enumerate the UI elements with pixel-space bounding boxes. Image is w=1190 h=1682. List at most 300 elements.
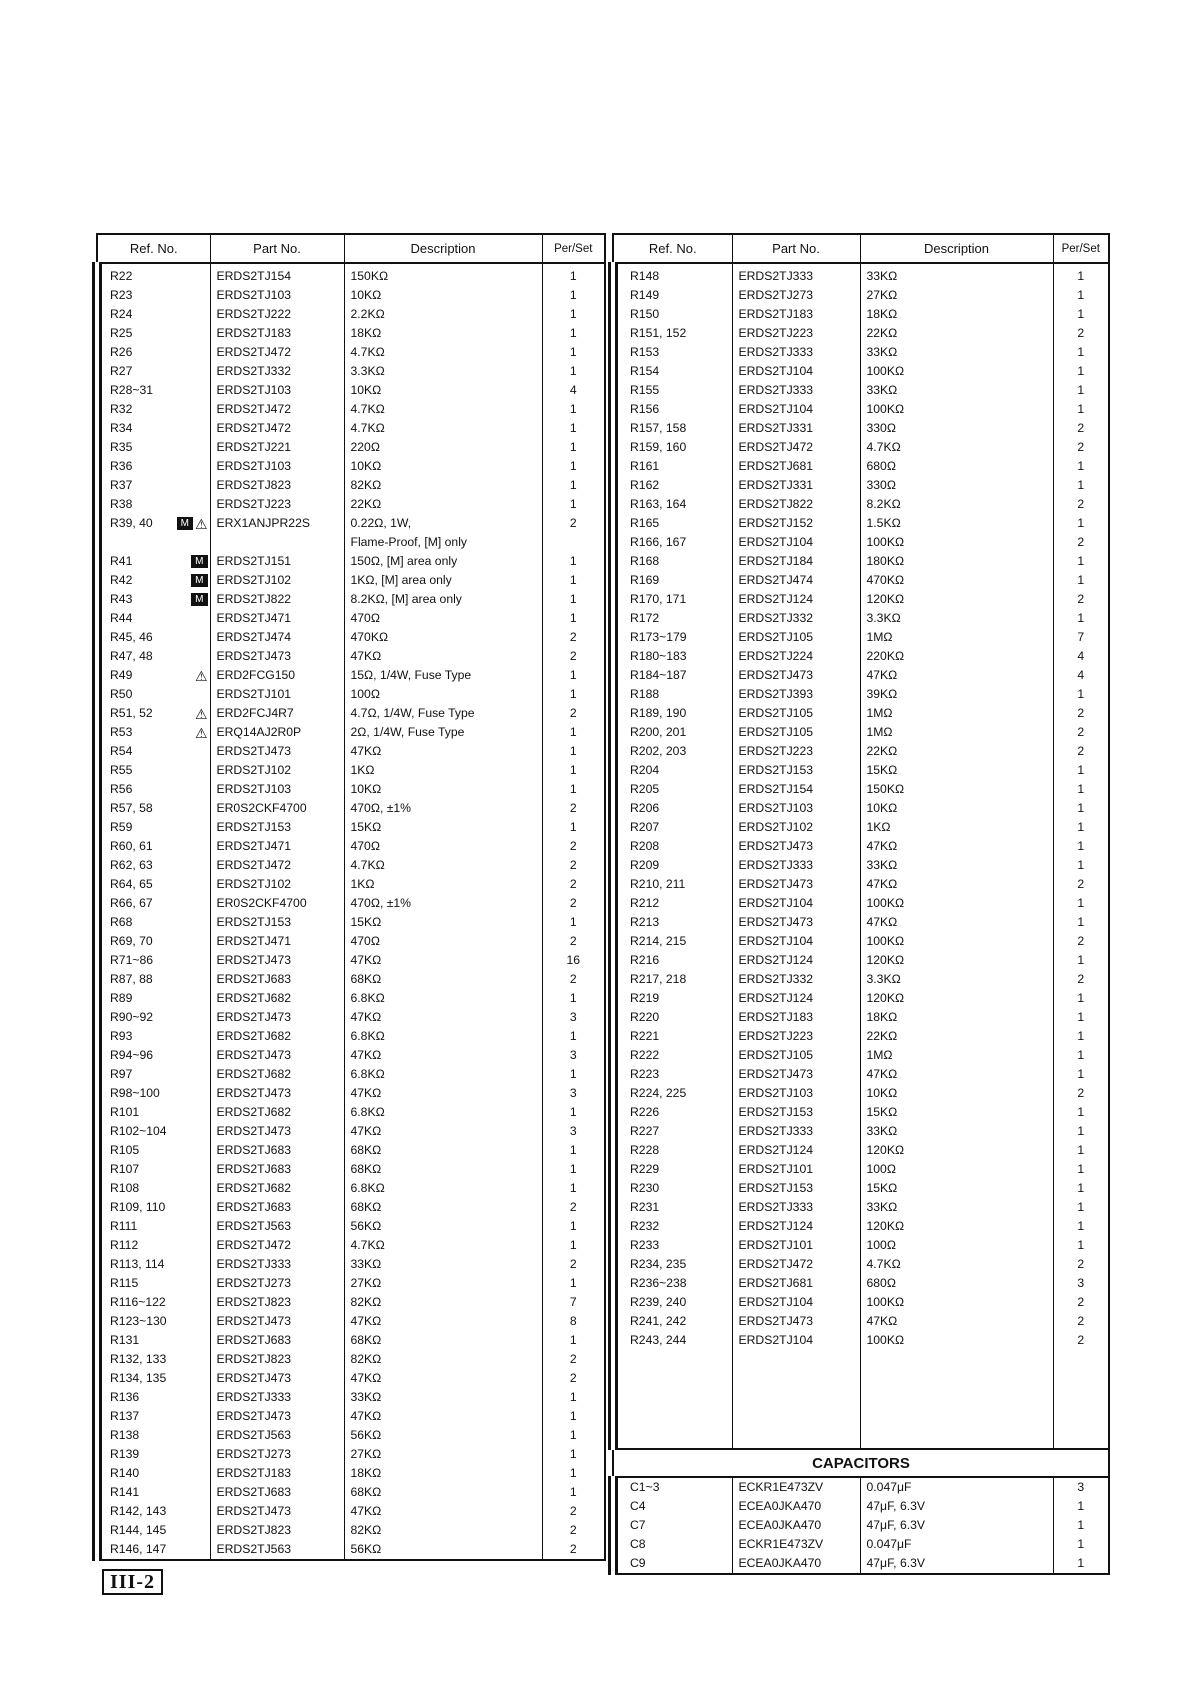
per-set: 4: [542, 381, 605, 400]
ref-no: R221: [630, 1029, 660, 1043]
ref-cell: [613, 647, 732, 666]
part-no: ERDS2TJ683: [210, 1331, 344, 1350]
table-row: [613, 1046, 1109, 1065]
part-no: ERDS2TJ473: [732, 837, 860, 856]
ref-cell: [97, 1103, 210, 1122]
left-header-row: [97, 234, 605, 263]
description: 15KΩ: [860, 1179, 1053, 1198]
per-set: 1: [542, 609, 605, 628]
ref-no: R141: [110, 1485, 140, 1499]
ref-cell: [97, 856, 210, 875]
ref-cell: [97, 761, 210, 780]
per-set: 1: [1053, 1065, 1109, 1084]
table-row: [613, 533, 1109, 552]
table-row: [613, 856, 1109, 875]
table-row: [97, 856, 605, 875]
table-row: [613, 1122, 1109, 1141]
description: 22KΩ: [860, 1027, 1053, 1046]
per-set: 1: [1053, 1141, 1109, 1160]
ref-cell: [613, 704, 732, 723]
description: 56KΩ: [344, 1426, 542, 1445]
table-row: [97, 628, 605, 647]
part-no: ERQ14AJ2R0P: [210, 723, 344, 742]
part-no: ERDS2TJ105: [732, 704, 860, 723]
per-set: 1: [542, 263, 605, 286]
ref-markers: [193, 723, 208, 742]
table-row: [97, 761, 605, 780]
per-set: 1: [542, 1065, 605, 1084]
part-no: ERDS2TJ223: [732, 742, 860, 761]
description: 27KΩ: [344, 1445, 542, 1464]
ref-no: R219: [630, 991, 660, 1005]
ref-no: R217, 218: [630, 972, 687, 986]
ref-no: R111: [110, 1219, 138, 1233]
per-set: 1: [1053, 1516, 1109, 1535]
table-row: [97, 343, 605, 362]
part-no: ERDS2TJ471: [210, 932, 344, 951]
table-row: [613, 1312, 1109, 1331]
description: 10KΩ: [860, 799, 1053, 818]
table-row: [97, 780, 605, 799]
table-row: [613, 1141, 1109, 1160]
ref-no: R227: [630, 1124, 660, 1138]
table-row: [97, 970, 605, 989]
ref-no: R132, 133: [110, 1352, 167, 1366]
ref-cell: [613, 571, 732, 590]
description: 6.8KΩ: [344, 1027, 542, 1046]
description: 22KΩ: [860, 324, 1053, 343]
table-row: [613, 1198, 1109, 1217]
empty-cell: [732, 1350, 860, 1449]
description: 0.22Ω, 1W,: [344, 514, 542, 533]
ref-cell: [97, 989, 210, 1008]
part-no: ER0S2CKF4700: [210, 894, 344, 913]
per-set: 1: [542, 1483, 605, 1502]
per-set: 8: [542, 1312, 605, 1331]
header-part-no: Part No.: [732, 234, 860, 263]
per-set: 1: [1053, 1008, 1109, 1027]
table-row: [97, 818, 605, 837]
ref-cell: [613, 875, 732, 894]
per-set: 1: [1053, 913, 1109, 932]
per-set: 2: [1053, 324, 1109, 343]
per-set: 1: [1053, 1103, 1109, 1122]
safety-warning-icon: ⚠: [194, 667, 208, 684]
ref-no: R236~238: [630, 1276, 687, 1290]
ref-cell: [97, 1445, 210, 1464]
part-no: ERDS2TJ331: [732, 476, 860, 495]
ref-no: R47, 48: [110, 649, 153, 663]
ref-no: R170, 171: [630, 592, 687, 606]
capacitor-row: [613, 1516, 1109, 1535]
per-set: 1: [542, 571, 605, 590]
m-area-badge: M: [191, 574, 207, 587]
ref-no: R223: [630, 1067, 660, 1081]
description: 470KΩ: [344, 628, 542, 647]
description: 68KΩ: [344, 1141, 542, 1160]
ref-no: R159, 160: [630, 440, 687, 454]
per-set: 2: [542, 1521, 605, 1540]
description: 15KΩ: [344, 913, 542, 932]
right-header-row: [613, 234, 1109, 263]
description: 47KΩ: [344, 1046, 542, 1065]
ref-no: R228: [630, 1143, 660, 1157]
description: 10KΩ: [860, 1084, 1053, 1103]
ref-cell: [613, 533, 732, 552]
ref-cell: [97, 400, 210, 419]
ref-no: R123~130: [110, 1314, 167, 1328]
per-set: 2: [1053, 932, 1109, 951]
description: 470Ω, ±1%: [344, 894, 542, 913]
description: 27KΩ: [344, 1274, 542, 1293]
description: 4.7KΩ: [860, 1255, 1053, 1274]
description: 10KΩ: [344, 286, 542, 305]
description: 47μF, 6.3V: [860, 1516, 1053, 1535]
table-row: [97, 1122, 605, 1141]
ref-no: R23: [110, 288, 133, 302]
part-no: ERDS2TJ223: [732, 324, 860, 343]
table-row: [613, 761, 1109, 780]
table-row: [613, 457, 1109, 476]
table-row: [97, 704, 605, 723]
part-no: ERDS2TJ152: [732, 514, 860, 533]
description: 4.7KΩ: [344, 856, 542, 875]
ref-no: R98~100: [110, 1086, 160, 1100]
ref-no: R37: [110, 478, 133, 492]
ref-cell: [613, 495, 732, 514]
ref-cell: [613, 970, 732, 989]
table-row: [613, 438, 1109, 457]
ref-cell: [613, 381, 732, 400]
per-set: 2: [542, 1369, 605, 1388]
description: 47KΩ: [344, 1122, 542, 1141]
description: 82KΩ: [344, 1521, 542, 1540]
ref-markers: [188, 552, 207, 571]
ref-markers: [174, 514, 208, 533]
per-set: 1: [542, 761, 605, 780]
description: 18KΩ: [344, 1464, 542, 1483]
part-no: ERDS2TJ154: [732, 780, 860, 799]
per-set: 1: [1053, 1179, 1109, 1198]
per-set: 1: [542, 1027, 605, 1046]
table-row: [613, 780, 1109, 799]
part-no: ERDS2TJ184: [732, 552, 860, 571]
ref-no: R144, 145: [110, 1523, 167, 1537]
description: 33KΩ: [860, 1198, 1053, 1217]
ref-cell: [613, 1516, 732, 1535]
description: 47KΩ: [344, 1502, 542, 1521]
table-row: [97, 742, 605, 761]
ref-cell: [613, 913, 732, 932]
left-table-body: [97, 263, 605, 1560]
per-set: 1: [1053, 362, 1109, 381]
per-set: 3: [542, 1084, 605, 1103]
part-no: ERDS2TJ473: [210, 647, 344, 666]
table-row: [613, 951, 1109, 970]
ref-cell: [613, 799, 732, 818]
per-set: 1: [542, 685, 605, 704]
table-row: [97, 1008, 605, 1027]
description: 27KΩ: [860, 286, 1053, 305]
table-row: [97, 913, 605, 932]
page-number: III-2: [102, 1569, 163, 1595]
ref-cell: [97, 1160, 210, 1179]
per-set: 3: [542, 1008, 605, 1027]
ref-no: R229: [630, 1162, 660, 1176]
per-set: 4: [1053, 647, 1109, 666]
table-row: [613, 1084, 1109, 1103]
ref-no: R107: [110, 1162, 140, 1176]
description: 3.3KΩ: [860, 609, 1053, 628]
description: 10KΩ: [344, 780, 542, 799]
description: 47KΩ: [860, 1312, 1053, 1331]
description: 33KΩ: [860, 343, 1053, 362]
table-row: [97, 609, 605, 628]
per-set: 2: [542, 894, 605, 913]
part-no: ERDS2TJ222: [210, 305, 344, 324]
part-no: ERDS2TJ331: [732, 419, 860, 438]
description: 220KΩ: [860, 647, 1053, 666]
description: 15KΩ: [860, 761, 1053, 780]
part-no: ERDS2TJ473: [210, 1084, 344, 1103]
ref-no: R138: [110, 1428, 140, 1442]
per-set: 1: [542, 1141, 605, 1160]
table-row: [613, 989, 1109, 1008]
table-row: [613, 1331, 1109, 1350]
per-set: 1: [542, 1445, 605, 1464]
ref-no: C7: [630, 1518, 646, 1532]
ref-cell: [97, 1369, 210, 1388]
per-set: 1: [542, 1464, 605, 1483]
per-set: 1: [1053, 609, 1109, 628]
part-no: ERDS2TJ104: [732, 533, 860, 552]
section-title: CAPACITORS: [613, 1449, 1109, 1477]
ref-no: R113, 114: [110, 1257, 165, 1271]
ref-no: R208: [630, 839, 660, 853]
part-no: ERDS2TJ683: [210, 1160, 344, 1179]
empty-cell: [613, 1350, 732, 1449]
description: 68KΩ: [344, 1160, 542, 1179]
table-row: [613, 628, 1109, 647]
table-row: [97, 1217, 605, 1236]
description: 18KΩ: [860, 1008, 1053, 1027]
description: 4.7KΩ: [344, 1236, 542, 1255]
part-no: ERDS2TJ104: [732, 1293, 860, 1312]
ref-no: R39, 40: [110, 516, 153, 530]
table-row: [613, 263, 1109, 286]
per-set: 2: [1053, 704, 1109, 723]
ref-cell: [97, 1464, 210, 1483]
filler-row: [613, 1350, 1109, 1449]
description: 2Ω, 1/4W, Fuse Type: [344, 723, 542, 742]
table-row: [613, 799, 1109, 818]
description: 120KΩ: [860, 989, 1053, 1008]
description: 100KΩ: [860, 533, 1053, 552]
part-no: ERDS2TJ473: [732, 666, 860, 685]
ref-no: R134, 135: [110, 1371, 167, 1385]
part-no: ERDS2TJ273: [210, 1274, 344, 1293]
table-row: [97, 1084, 605, 1103]
description: 33KΩ: [344, 1255, 542, 1274]
description: 470Ω, ±1%: [344, 799, 542, 818]
table-row: [97, 457, 605, 476]
part-no: ERDS2TJ153: [210, 913, 344, 932]
description: 0.047μF: [860, 1477, 1053, 1497]
part-no: ERDS2TJ393: [732, 685, 860, 704]
ref-cell: [613, 723, 732, 742]
ref-cell: [97, 1312, 210, 1331]
part-no: ERDS2TJ683: [210, 1198, 344, 1217]
per-set: 2: [1053, 742, 1109, 761]
table-row: [97, 989, 605, 1008]
part-no: ERDS2TJ273: [210, 1445, 344, 1464]
ref-cell: [613, 837, 732, 856]
ref-no: R87, 88: [110, 972, 153, 986]
ref-cell: [613, 1198, 732, 1217]
empty-cell: [1053, 1350, 1109, 1449]
table-row: [613, 875, 1109, 894]
part-no: ERDS2TJ472: [732, 1255, 860, 1274]
ref-no: C1~3: [630, 1480, 660, 1494]
description: 100KΩ: [860, 1331, 1053, 1350]
part-no: [210, 533, 344, 552]
per-set: 2: [542, 1502, 605, 1521]
part-no: ERDS2TJ103: [210, 780, 344, 799]
part-no: ERDS2TJ472: [210, 856, 344, 875]
per-set: 1: [542, 362, 605, 381]
part-no: ERDS2TJ333: [732, 343, 860, 362]
ref-cell: [97, 1008, 210, 1027]
part-no: ERDS2TJ682: [210, 1065, 344, 1084]
part-no: ERDS2TJ473: [732, 1065, 860, 1084]
ref-cell: [97, 1540, 210, 1560]
right-table-body: [613, 263, 1109, 1574]
ref-cell: [97, 628, 210, 647]
per-set: 1: [1053, 989, 1109, 1008]
description: 6.8KΩ: [344, 1179, 542, 1198]
description: 18KΩ: [860, 305, 1053, 324]
per-set: 1: [1053, 799, 1109, 818]
table-row: [97, 932, 605, 951]
part-no: ERDS2TJ102: [210, 875, 344, 894]
description: 15KΩ: [344, 818, 542, 837]
ref-cell: [97, 1122, 210, 1141]
ref-cell: [97, 951, 210, 970]
capacitor-row: [613, 1497, 1109, 1516]
per-set: 1: [1053, 837, 1109, 856]
ref-cell: [97, 533, 210, 552]
part-no: ERDS2TJ473: [732, 875, 860, 894]
ref-markers: [188, 590, 207, 609]
part-no: ERDS2TJ682: [210, 1103, 344, 1122]
description: 47μF, 6.3V: [860, 1497, 1053, 1516]
part-no: ERDS2TJ471: [210, 609, 344, 628]
table-row: [97, 263, 605, 286]
part-no: ERDS2TJ473: [210, 742, 344, 761]
part-no: ERDS2TJ683: [210, 1141, 344, 1160]
description: 6.8KΩ: [344, 1103, 542, 1122]
description: 100Ω: [344, 685, 542, 704]
part-no: ERDS2TJ153: [732, 1103, 860, 1122]
per-set: 1: [542, 1407, 605, 1426]
table-row: [97, 1540, 605, 1560]
per-set: 2: [542, 799, 605, 818]
ref-cell: [613, 989, 732, 1008]
ref-no: R210, 211: [630, 877, 686, 891]
per-set: 2: [542, 1255, 605, 1274]
ref-cell: [613, 685, 732, 704]
ref-cell: [97, 723, 210, 742]
table-row: [97, 571, 605, 590]
ref-no: R230: [630, 1181, 660, 1195]
per-set: 1: [1053, 552, 1109, 571]
description: 1MΩ: [860, 1046, 1053, 1065]
ref-no: R220: [630, 1010, 660, 1024]
ref-no: R233: [630, 1238, 660, 1252]
ref-cell: [97, 932, 210, 951]
ref-cell: [613, 1331, 732, 1350]
per-set: 2: [1053, 533, 1109, 552]
description: 100KΩ: [860, 932, 1053, 951]
per-set: 1: [542, 742, 605, 761]
part-no: ERDS2TJ473: [210, 1312, 344, 1331]
ref-cell: [97, 666, 210, 685]
part-no: ERDS2TJ104: [732, 894, 860, 913]
part-no: ERDS2TJ103: [210, 381, 344, 400]
table-row: [97, 799, 605, 818]
header-per-set: Per/Set: [542, 234, 605, 263]
table-row: [613, 305, 1109, 324]
part-no: ERDS2TJ473: [210, 951, 344, 970]
description: 15KΩ: [860, 1103, 1053, 1122]
table-row: [613, 647, 1109, 666]
ref-no: R243, 244: [630, 1333, 687, 1347]
description: 47KΩ: [344, 742, 542, 761]
part-no: ERDS2TJ682: [210, 1179, 344, 1198]
per-set: 2: [1053, 419, 1109, 438]
description: 100Ω: [860, 1236, 1053, 1255]
ref-no: R224, 225: [630, 1086, 687, 1100]
ref-no: R209: [630, 858, 660, 872]
description: 330Ω: [860, 419, 1053, 438]
description: 68KΩ: [344, 1483, 542, 1502]
ref-no: R66, 67: [110, 896, 153, 910]
ref-no: R69, 70: [110, 934, 153, 948]
part-no: ERDS2TJ102: [732, 818, 860, 837]
description: 68KΩ: [344, 1331, 542, 1350]
table-row: [613, 704, 1109, 723]
per-set: 2: [542, 628, 605, 647]
part-no: ERDS2TJ472: [210, 1236, 344, 1255]
per-set: [542, 533, 605, 552]
header-ref-no: Ref. No.: [613, 234, 732, 263]
description: 2.2KΩ: [344, 305, 542, 324]
part-no: ERDS2TJ823: [210, 476, 344, 495]
per-set: 1: [1053, 305, 1109, 324]
description: 47KΩ: [344, 1084, 542, 1103]
description: 10KΩ: [344, 457, 542, 476]
ref-cell: [97, 1521, 210, 1540]
description: 1KΩ: [344, 875, 542, 894]
ref-no: R35: [110, 440, 133, 454]
part-no: ERDS2TJ333: [732, 1198, 860, 1217]
table-row: [613, 1008, 1109, 1027]
ref-no: R157, 158: [630, 421, 687, 435]
header-description: Description: [860, 234, 1053, 263]
ref-no: R139: [110, 1447, 140, 1461]
ref-cell: [97, 1198, 210, 1217]
per-set: 16: [542, 951, 605, 970]
